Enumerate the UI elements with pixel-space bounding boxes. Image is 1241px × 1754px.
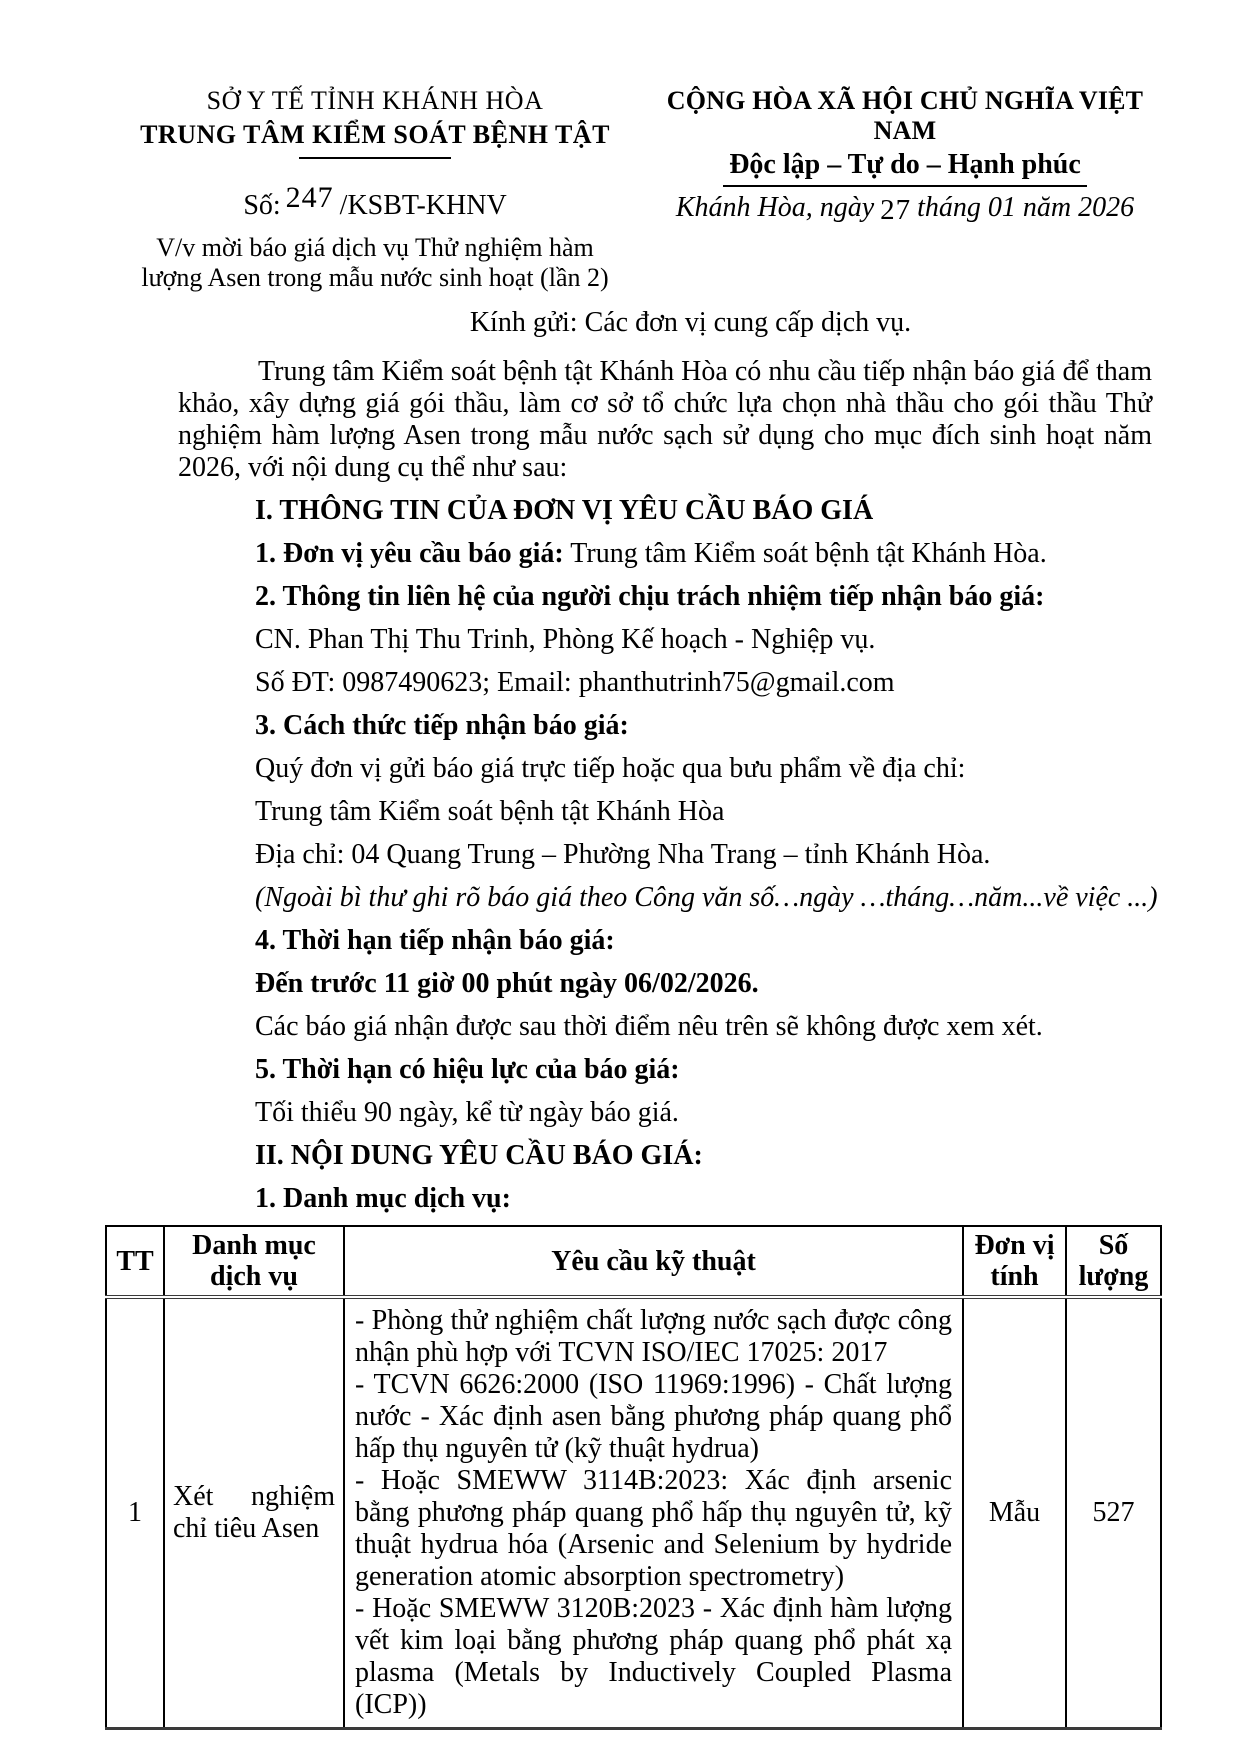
national-header-block [645, 86, 1165, 187]
cell-tt: 1 [106, 1297, 164, 1729]
col-header-service: Danh mục dịch vụ [164, 1226, 344, 1297]
body-line: Đến trước 11 giờ 00 phút ngày 06/02/2026. [255, 968, 759, 999]
section-heading: I. THÔNG TIN CỦA ĐƠN VỊ YÊU CẦU BÁO GIÁ [255, 495, 874, 526]
national-motto-wrap [645, 149, 1165, 187]
table-header-row [106, 1226, 1161, 1297]
service-table [105, 1225, 1162, 1730]
doc-subject-line2: lượng Asen trong mẫu nước sinh hoạt (lần 2) [141, 263, 609, 292]
col-header-requirements: Yêu cầu kỹ thuật [344, 1226, 963, 1297]
date-suffix: tháng 01 năm 2026 [917, 192, 1135, 223]
org-underline [299, 157, 451, 159]
requirement-item: - Hoặc SMEWW 3120B:2023 - Xác định hàm lượng vết kim loại bằng phương pháp quang phổ phát xạ plasma (Metals by Inductively Coupled Plasma (ICP)) [355, 1593, 952, 1720]
col-header-unit: Đơn vị tính [963, 1226, 1066, 1297]
body-line: 4. Thời hạn tiếp nhận báo giá: [255, 925, 615, 956]
section-heading: II. NỘI DUNG YÊU CẦU BÁO GIÁ: [255, 1140, 703, 1171]
col-header-tt: TT [106, 1226, 164, 1297]
body-line: 2. Thông tin liên hệ của người chịu trách nhiệm tiếp nhận báo giá: [255, 581, 1045, 612]
org-name: TRUNG TÂM KIỂM SOÁT BỆNH TẬT [140, 120, 610, 149]
doc-number-prefix: Số: [243, 190, 281, 221]
intro-paragraph: Trung tâm Kiểm soát bệnh tật Khánh Hòa có nhu cầu tiếp nhận báo giá để tham khảo, xây dựng giá gói thầu, làm cơ sở tổ chức lựa chọn nhà thầu cho gói thầu Thử nghiệm hàm lượng Asen trong mẫu nước sạch sử dụng cho mục đích sinh hoạt năm 2026, với nội dung cụ thể như sau: [178, 356, 1152, 483]
date-day: 27 [880, 194, 912, 226]
doc-subject-line1: V/v mời báo giá dịch vụ Thử nghiệm hàm [156, 233, 594, 262]
requirement-item: - Hoặc SMEWW 3114B:2023: Xác định arsenic bằng phương pháp quang phổ hấp thụ nguyên tử, kỹ thuật hydrua hóa (Arsenic and Selenium by hydride generation atomic absorption spectrometry) [355, 1465, 952, 1592]
doc-number-line [110, 181, 640, 222]
national-motto: Độc lập – Tự do – Hạnh phúc [723, 149, 1087, 187]
issuing-org-block [110, 86, 640, 159]
doc-number-value: 247 [285, 181, 334, 214]
cell-unit: Mẫu [963, 1297, 1066, 1729]
national-title: CỘNG HÒA XÃ HỘI CHỦ NGHĨA VIỆT NAM [666, 86, 1144, 145]
cell-quantity: 527 [1066, 1297, 1161, 1729]
cell-service: Xét nghiệm chỉ tiêu Asen [164, 1297, 344, 1729]
body-line: Số ĐT: 0987490623; Email: phanthutrinh75@gmail.com [255, 667, 895, 698]
body-line: Tối thiểu 90 ngày, kể từ ngày báo giá. [255, 1097, 679, 1128]
cell-requirements [344, 1297, 963, 1729]
doc-body [105, 356, 1160, 1730]
place-date-line [645, 191, 1165, 224]
org-parent-name: SỞ Y TẾ TỈNH KHÁNH HÒA [206, 86, 544, 115]
body-line: 1. Danh mục dịch vụ: [255, 1183, 511, 1214]
requirement-item: - TCVN 6626:2000 (ISO 11969:1996) - Chất lượng nước - Xác định asen bằng phương pháp quang phổ hấp thụ nguyên tử (kỹ thuật hydrua) [355, 1369, 952, 1464]
requirement-item: - Phòng thử nghiệm chất lượng nước sạch được công nhận phù hợp với TCVN ISO/IEC 17025: 2017 [355, 1305, 952, 1368]
body-line: Các báo giá nhận được sau thời điểm nêu trên sẽ không được xem xét. [255, 1011, 1043, 1042]
body-line: CN. Phan Thị Thu Trinh, Phòng Kế hoạch - Nghiệp vụ. [255, 624, 876, 655]
body-line: Quý đơn vị gửi báo giá trực tiếp hoặc qua bưu phẩm về địa chỉ: [255, 753, 966, 784]
body-line: 1. Đơn vị yêu cầu báo giá: Trung tâm Kiểm soát bệnh tật Khánh Hòa. [255, 538, 1047, 569]
doc-subject [110, 233, 640, 293]
body-line: Trung tâm Kiểm soát bệnh tật Khánh Hòa [255, 796, 725, 827]
salutation: Kính gửi: Các đơn vị cung cấp dịch vụ. [469, 307, 912, 338]
col-header-quantity: Số lượng [1066, 1226, 1161, 1297]
table-row [106, 1297, 1161, 1729]
doc-number-suffix: /KSBT-KHNV [339, 190, 507, 221]
date-prefix: Khánh Hòa, ngày [675, 192, 875, 223]
body-line: Địa chỉ: 04 Quang Trung – Phường Nha Trang – tỉnh Khánh Hòa. [255, 839, 991, 870]
body-line: 3. Cách thức tiếp nhận báo giá: [255, 710, 629, 741]
body-line: (Ngoài bì thư ghi rõ báo giá theo Công văn số…ngày …tháng…năm...về việc ...) [255, 882, 1158, 913]
body-line: 5. Thời hạn có hiệu lực của báo giá: [255, 1054, 680, 1085]
